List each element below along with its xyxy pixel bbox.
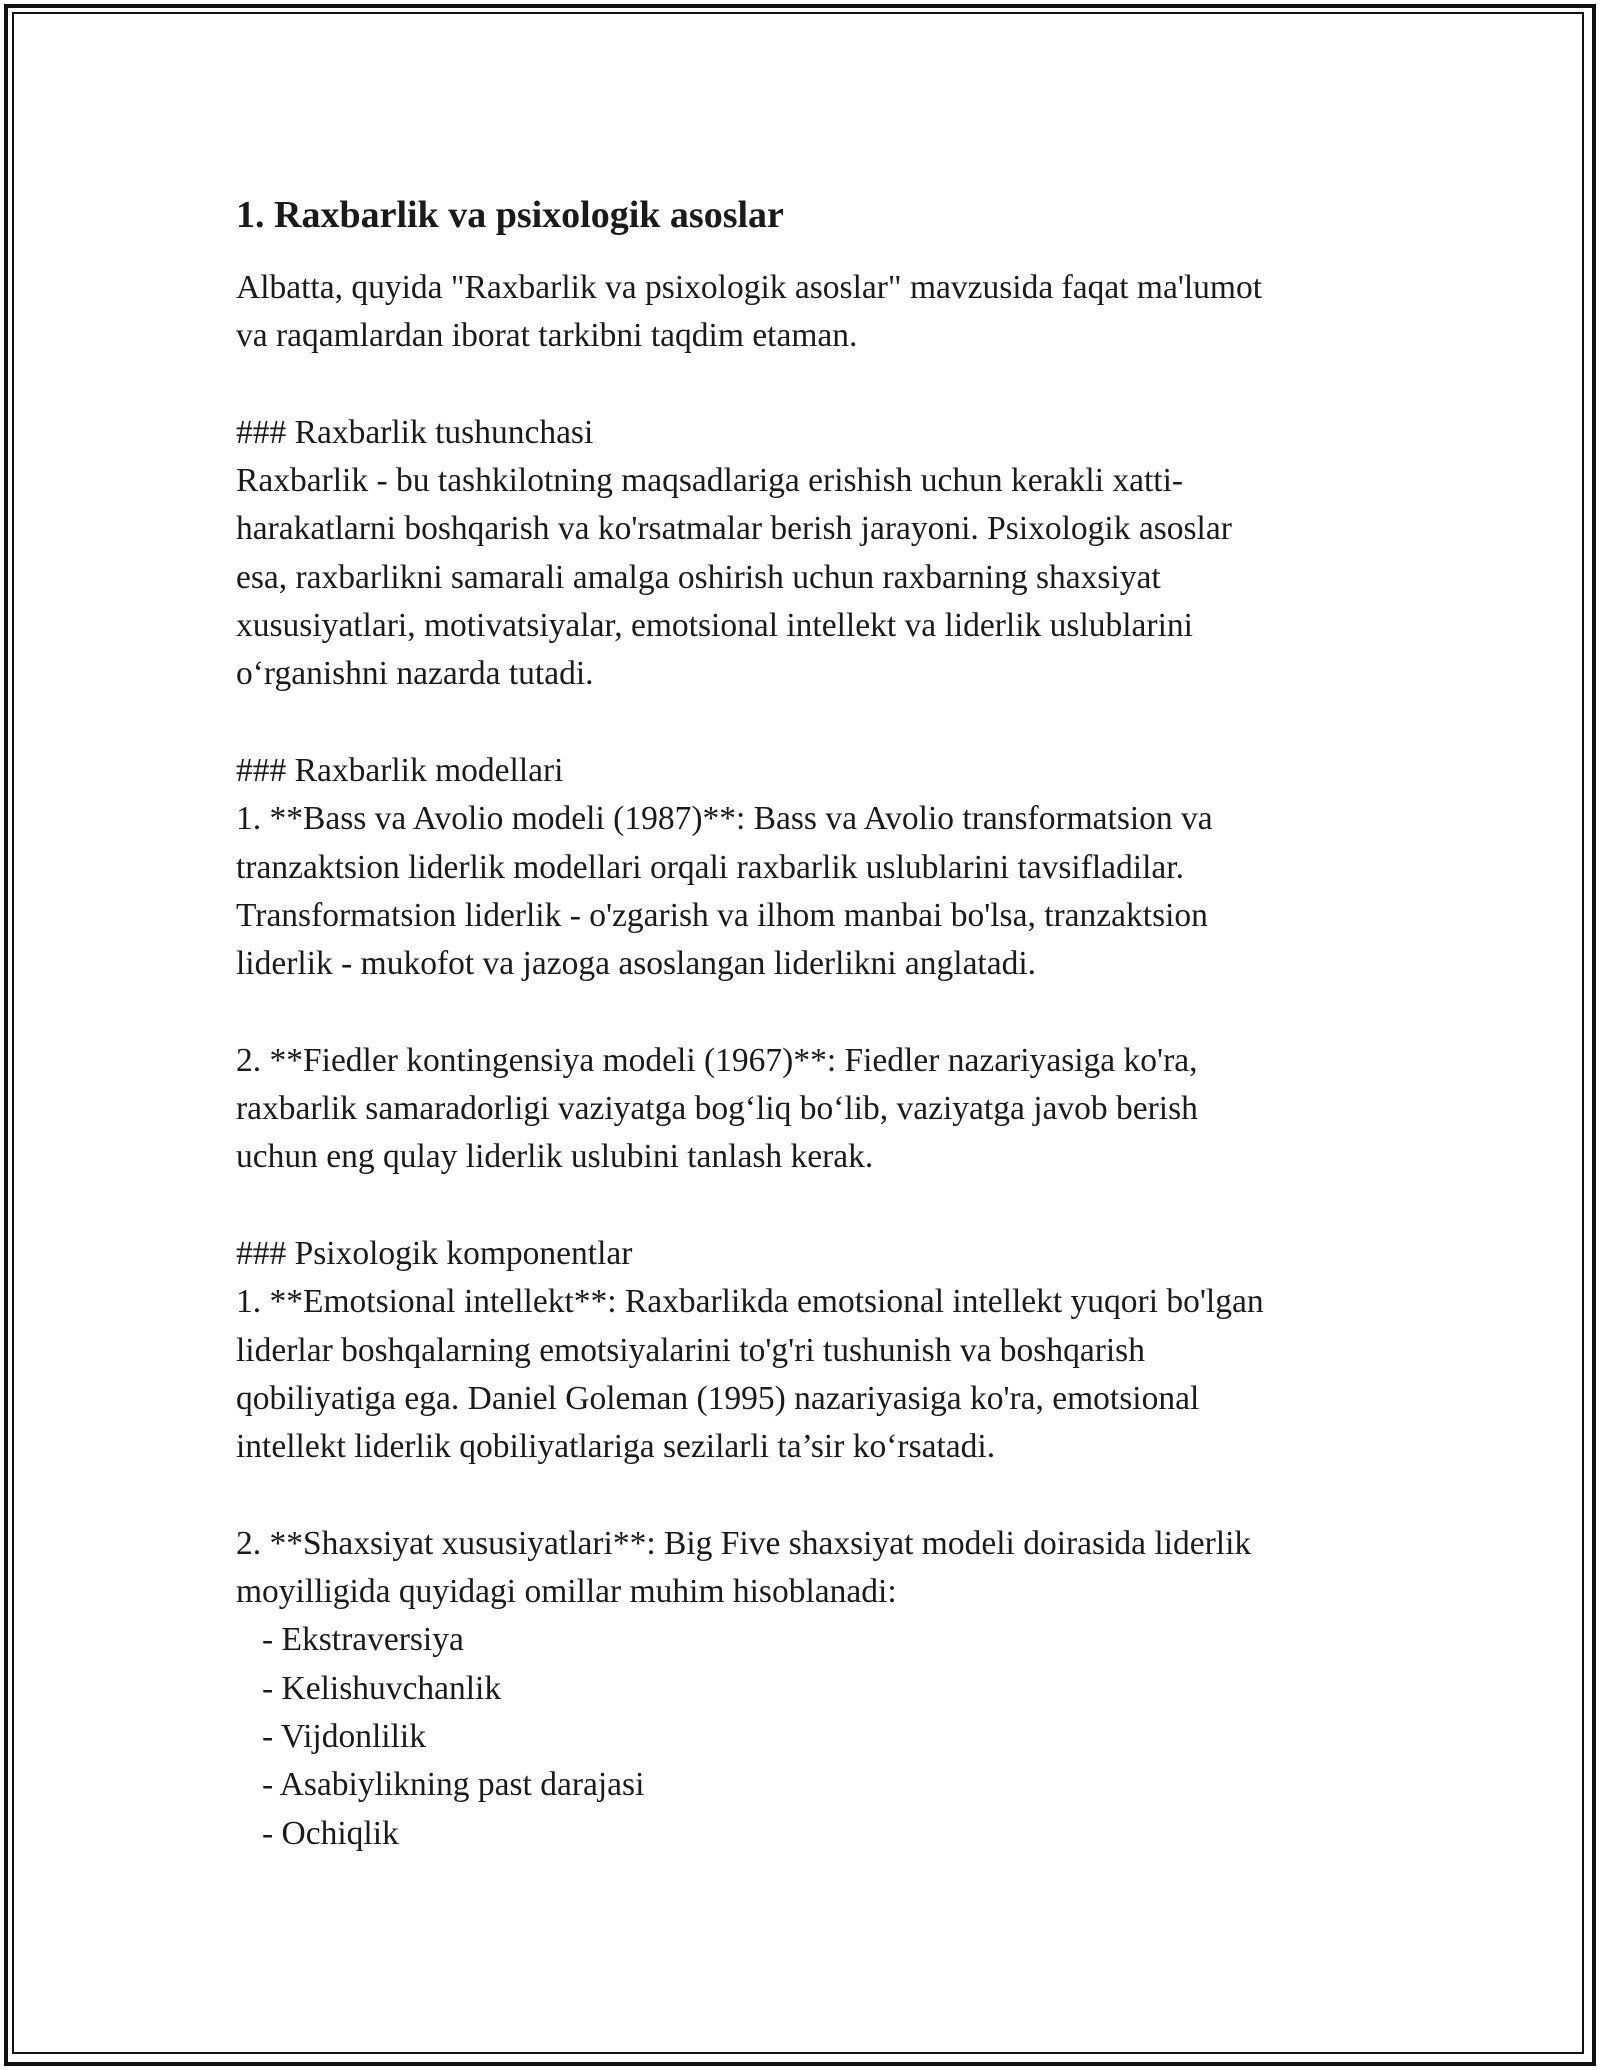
spacer [236, 1471, 1376, 1519]
spacer [236, 988, 1376, 1036]
section-heading-psixologik-komponentlar: ### Psixologik komponentlar [236, 1234, 633, 1272]
model-item-bass-avolio: 1. **Bass va Avolio modeli (1987)**: Bass va Avolio transformatsion va tranzaktsion liderlik modellari orqali raxbarlik uslublarini tavsifladilar. Transformatsion liderlik - o'zgarish va ilhom manbai bo'lsa, tranzaktsion liderlik - mukofot va jazoga asoslangan liderlikni anglatadi. [236, 800, 1213, 983]
spacer [236, 361, 1376, 409]
component-item-emotsional-intellekt: 1. **Emotsional intellekt**: Raxbarlikda emotsional intellekt yuqori bo'lgan liderlar boshqalarning emotsiyalarini to'g'ri tushunish va boshqarish qobiliyatiga ega. Daniel Goleman (1995) nazariyasiga ko'ra, emotsional intellekt liderlik qobiliyatlariga sezilarli ta’sir ko‘rsatadi. [236, 1283, 1264, 1466]
spacer [236, 699, 1376, 747]
list-item: - Kelishuvchanlik [262, 1669, 502, 1707]
list-item: - Vijdonlilik [262, 1717, 426, 1755]
document-body [236, 188, 1376, 1858]
list-item: - Ekstraversiya [262, 1621, 464, 1659]
list-item: - Asabiylikning past darajasi [262, 1766, 645, 1804]
section-heading-raxbarlik-tushunchasi: ### Raxbarlik tushunchasi [236, 413, 594, 451]
big-five-traits-list [236, 1616, 1376, 1857]
list-item: - Ochiqlik [262, 1814, 399, 1852]
intro-paragraph: Albatta, quyida "Raxbarlik va psixologik asoslar" mavzusida faqat ma'lumot va raqamlardan iborat tarkibni taqdim etaman. [236, 269, 1263, 355]
component-item-shaxsiyat: 2. **Shaxsiyat xususiyatlari**: Big Five shaxsiyat modeli doirasida liderlik moyilligida quyidagi omillar muhim hisoblanadi: [236, 1524, 1252, 1611]
model-item-fiedler: 2. **Fiedler kontingensiya modeli (1967)**: Fiedler nazariyasiga ko'ra, raxbarlik samaradorligi vaziyatga bog‘liq bo‘lib, vaziyatga javob berish uchun eng qulay liderlik uslubini tanlash kerak. [236, 1041, 1198, 1176]
spacer [236, 1182, 1376, 1230]
section-heading-raxbarlik-modellari: ### Raxbarlik modellari [236, 751, 564, 789]
document-title: 1. Raxbarlik va psixologik asoslar [236, 194, 784, 236]
section-body-raxbarlik-tushunchasi: Raxbarlik - bu tashkilotning maqsadlariga erishish uchun kerakli xatti- harakatlarni boshqarish va ko'rsatmalar berish jarayoni. Psixologik asoslar esa, raxbarlikni samarali amalga oshirish uchun raxbarning shaxsiyat xususiyatlari, motivatsiyalar, emotsional intellekt va liderlik uslublarini o‘rganishni nazarda tutadi. [236, 462, 1232, 693]
